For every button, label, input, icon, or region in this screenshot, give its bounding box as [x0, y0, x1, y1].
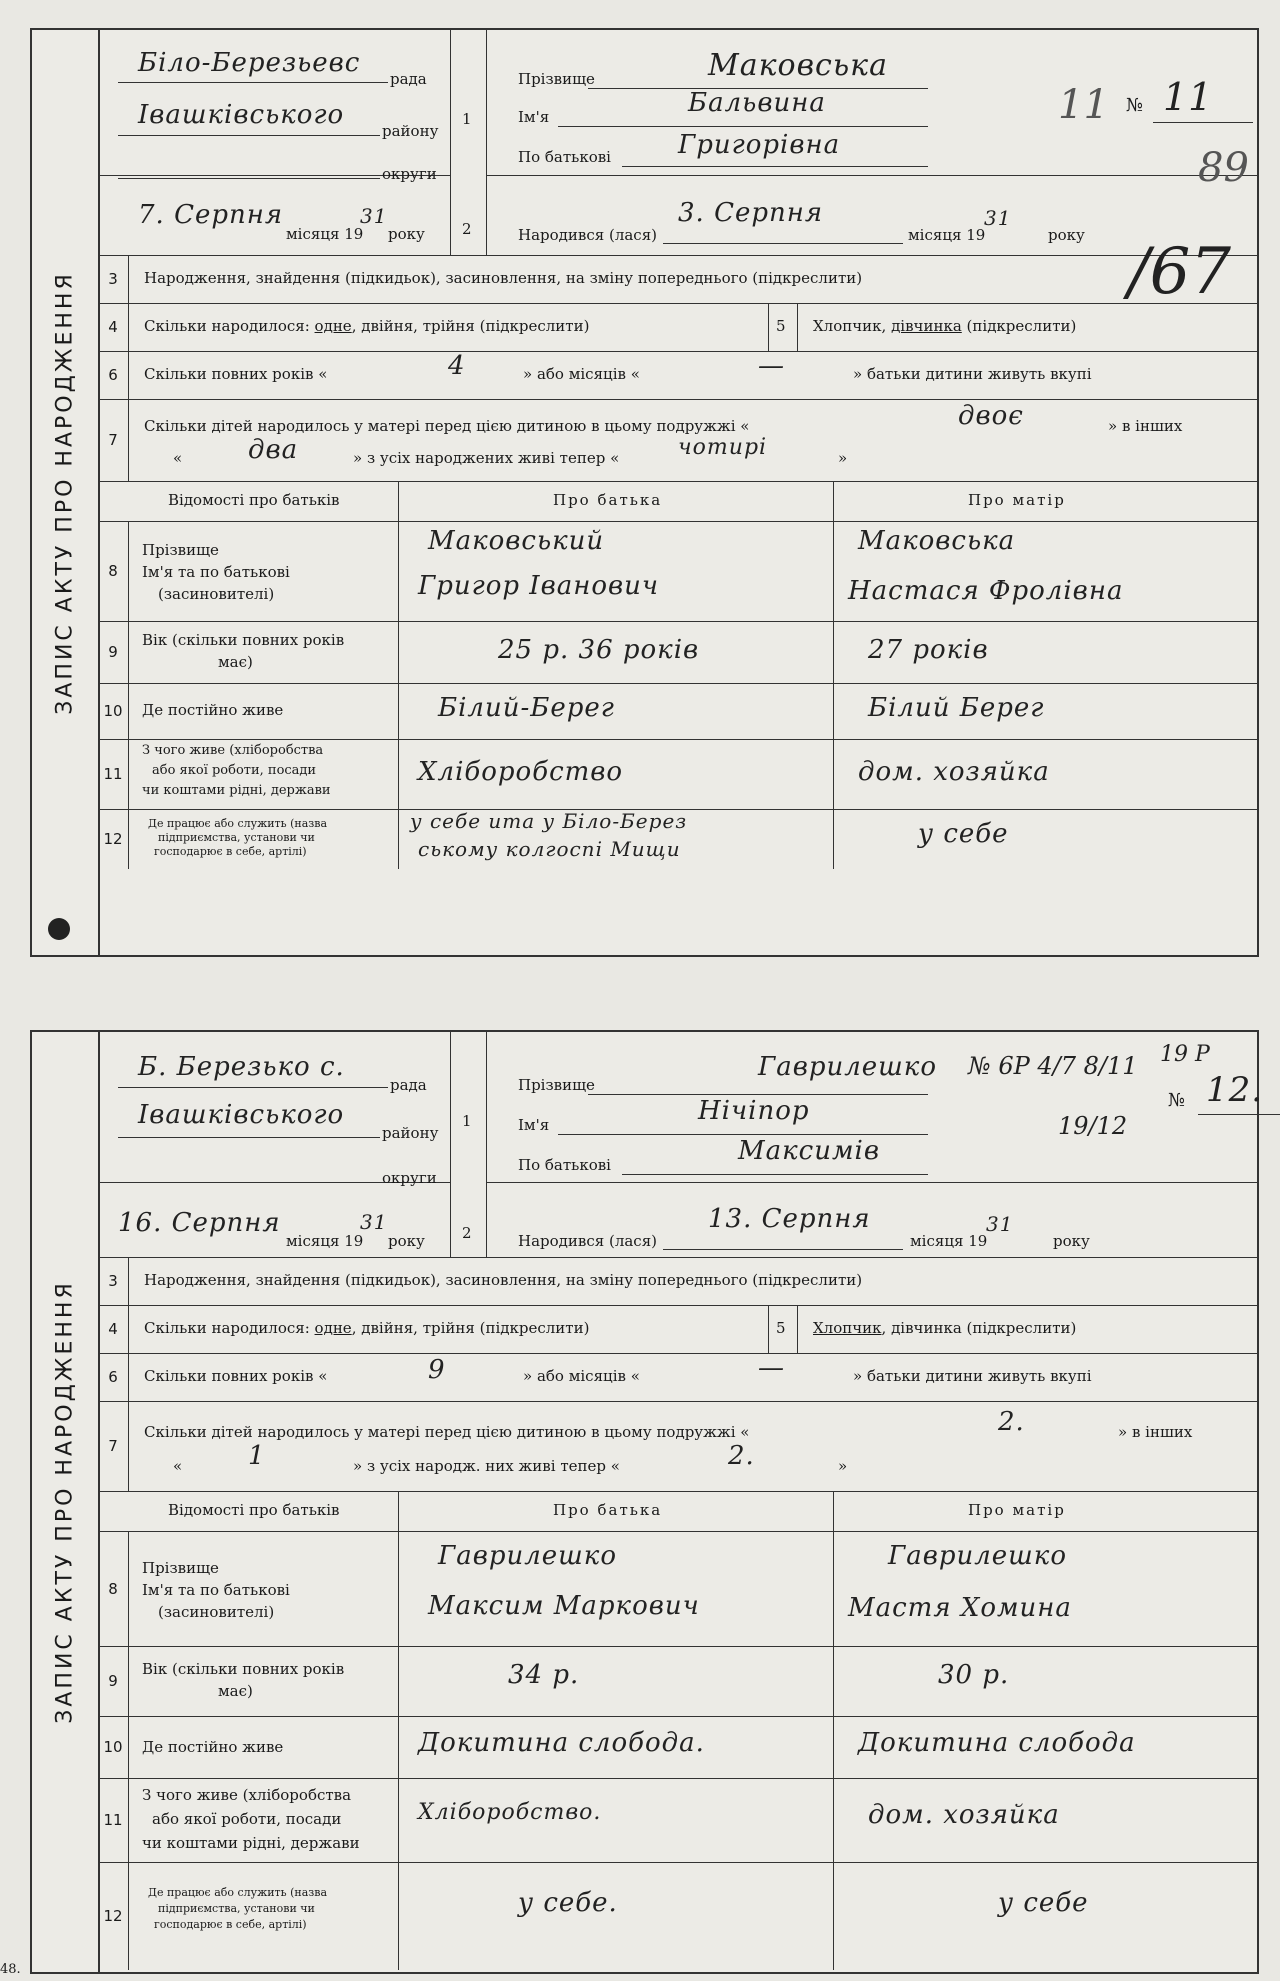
row-1-num: 1 [462, 1112, 472, 1130]
row-7-label-c: « [173, 1457, 183, 1475]
row-8-label-2: Ім'я та по батькові [142, 563, 290, 581]
row-4-num: 4 [98, 303, 129, 351]
row-8-label-2: Ім'я та по батькові [142, 1581, 290, 1599]
record-date-value: 16. Серпня [118, 1208, 281, 1238]
row-11-label-1: З чого живе (хліборобства [142, 743, 324, 758]
record-date-end: року [388, 225, 425, 243]
father-surname: Маковський [428, 526, 605, 556]
number-label: № [1126, 95, 1144, 116]
raion-label: району [382, 122, 439, 140]
row-5-num: 5 [776, 317, 786, 335]
record-date-end: року [388, 1232, 425, 1250]
record-date-label: місяця 19 [286, 1232, 364, 1250]
header-father: Про батька [553, 491, 663, 509]
row-3-num: 3 [98, 1257, 129, 1305]
row-12-label-1: Де працює або служить (назва [148, 817, 328, 830]
row-8-label-1: Прізвище [142, 1559, 219, 1577]
row-6-label-c: » батьки дитини живуть вкупі [853, 1367, 1092, 1385]
row-7-label-a: Скільки дітей народилось у матері перед цією дитиною в цьому подружжі « [144, 1423, 750, 1441]
row-6-years: 9 [428, 1355, 446, 1385]
father-age: 25 р. 36 років [498, 635, 700, 665]
margin-note-2: 89 [1198, 145, 1249, 191]
mother-age: 30 р. [938, 1660, 1010, 1690]
row-7-label-b: » в інших [1118, 1423, 1193, 1441]
row-6 [98, 351, 1257, 400]
father-occupation: Хліборобство [418, 757, 624, 787]
row-12-label-2: підприємства, установи чи [158, 1902, 315, 1915]
row-7-this-marriage: двоє [958, 401, 1024, 431]
father-work-1: у себе. [518, 1888, 618, 1918]
record-date-year: 31 [360, 204, 388, 228]
row-6-num: 6 [98, 351, 129, 399]
born-label: Народився (лася) [518, 226, 658, 244]
row-4 [98, 1305, 1257, 1354]
row-9-num: 9 [98, 1646, 129, 1716]
patronymic-label: По батькові [518, 1156, 611, 1174]
row-7-alive: чотирі [678, 435, 768, 460]
father-surname: Гаврилешко [438, 1541, 617, 1571]
row-11-label-3: чи коштами рідні, держави [142, 783, 331, 798]
born-year: 31 [984, 206, 1012, 230]
binder-hole [48, 918, 70, 940]
row-9-label-1: Вік (скільки повних років [142, 1660, 345, 1678]
row-6-label-a: Скільки повних років « [144, 1367, 328, 1385]
mother-age: 27 років [868, 635, 989, 665]
row-1-num: 1 [462, 110, 472, 128]
header-block [98, 1032, 1264, 1258]
header-info: Відомості про батьків [168, 1501, 340, 1519]
row-4-num: 4 [98, 1305, 129, 1353]
header-mother: Про матір [968, 491, 1066, 509]
raion-label: району [382, 1124, 439, 1142]
row-3-num: 3 [98, 255, 129, 303]
margin-note-3: 19 Р [1160, 1042, 1210, 1067]
row-11 [98, 739, 1257, 810]
born-month-label: місяця 19 [910, 1232, 988, 1250]
margin-note-2: 19/12 [1058, 1112, 1128, 1140]
row-9-num: 9 [98, 621, 129, 683]
child-surname: Маковська [708, 48, 888, 83]
row-8-label-3: (засиновителі) [158, 1603, 275, 1621]
name-label: Ім'я [518, 108, 550, 126]
born-month-label: місяця 19 [908, 226, 986, 244]
mother-surname: Маковська [858, 526, 1016, 556]
row-6-num: 6 [98, 1353, 129, 1401]
rada-value: Біло-Березьевс [138, 48, 361, 78]
row-9 [98, 1646, 1257, 1717]
row-12 [98, 809, 1257, 869]
margin-note-1: № 6Р 4/7 8/11 [968, 1052, 1138, 1080]
row-8 [98, 1531, 1257, 1647]
parents-header-row [98, 1491, 1257, 1532]
header-info: Відомості про батьків [168, 491, 340, 509]
row-10-label: Де постійно живе [142, 701, 284, 719]
row-7-other-marriage: 1 [248, 1441, 266, 1471]
vertical-title: ЗАПИС АКТУ ПРО НАРОДЖЕННЯ [52, 1280, 78, 1724]
record-number: 11 [1163, 75, 1214, 119]
row-6-label-b: » або місяців « [523, 1367, 640, 1385]
row-7-num: 7 [98, 399, 129, 481]
row-12-label-3: господарює в себе, артілі) [154, 1918, 307, 1931]
record-date-label: місяця 19 [286, 225, 364, 243]
row-7 [98, 1401, 1257, 1492]
margin-note-1: 11 [1058, 82, 1109, 128]
birth-record-form-2 [30, 1030, 1264, 1974]
row-7 [98, 399, 1257, 482]
name-label: Ім'я [518, 1116, 550, 1134]
child-name: Бальвина [688, 88, 826, 118]
row-12-label-3: господарює в себе, артілі) [154, 845, 307, 858]
row-2-num: 2 [462, 220, 472, 238]
mother-work: у себе [998, 1888, 1089, 1918]
row-11-label-2: або якої роботи, посади [152, 763, 317, 778]
vertical-title-box [32, 1032, 100, 1972]
okrugy-label: округи [382, 165, 437, 183]
form-body [98, 1032, 1264, 1972]
row-6-months: — [758, 1353, 785, 1383]
surname-label: Прізвище [518, 1076, 595, 1094]
row-7-label-c: « [173, 449, 183, 467]
born-year-end: року [1053, 1232, 1090, 1250]
okrugy-label: округи [382, 1169, 437, 1187]
child-patronymic: Максимів [738, 1136, 880, 1166]
row-5-text: Хлопчик, дівчинка (підкреслити) [813, 317, 1077, 335]
born-year: 31 [986, 1212, 1014, 1236]
row-7-label-b: » в інших [1108, 417, 1183, 435]
mother-residence: Докитина слобода [858, 1728, 1136, 1758]
row-3-text: Народження, знайдення (підкидьок), засиновлення, на зміну попереднього (підкреслити) [144, 269, 863, 287]
row-7-label-a: Скільки дітей народилось у матері перед цією дитиною в цьому подружжі « [144, 417, 750, 435]
mother-occupation: дом. хозяйка [858, 757, 1050, 787]
row-8 [98, 521, 1257, 622]
header-mother: Про матір [968, 1501, 1066, 1519]
child-name: Нічіпор [698, 1096, 810, 1126]
row-11-label-2: або якої роботи, посади [152, 1810, 342, 1828]
row-12-num: 12 [98, 1862, 129, 1970]
father-name: Григор Іванович [418, 571, 660, 601]
row-11-num: 11 [98, 1778, 129, 1862]
row-8-label-3: (засиновителі) [158, 585, 275, 603]
row-3-text: Народження, знайдення (підкидьок), засиновлення, на зміну попереднього (підкреслити) [144, 1271, 863, 1289]
row-9-label-1: Вік (скільки повних років [142, 631, 345, 649]
row-11-num: 11 [98, 739, 129, 809]
row-10-label: Де постійно живе [142, 1738, 284, 1756]
page-footer: 48. [0, 1962, 21, 1977]
child-surname: Гаврилешко [758, 1052, 937, 1082]
row-9 [98, 621, 1257, 684]
number-label: № [1168, 1090, 1186, 1111]
father-occupation: Хліборобство. [418, 1800, 602, 1825]
row-12-label-1: Де працює або служить (назва [148, 1886, 328, 1899]
mother-name: Настася Фролівна [848, 576, 1124, 606]
child-patronymic: Григорівна [678, 130, 841, 160]
row-5-text: Хлопчик, дівчинка (підкреслити) [813, 1319, 1077, 1337]
row-6-label-a: Скільки повних років « [144, 365, 328, 383]
row-9-label-2: має) [218, 653, 253, 671]
row-9-label-2: має) [218, 1682, 253, 1700]
margin-note-3: /67 [1128, 235, 1231, 309]
row-6 [98, 1353, 1257, 1402]
mother-occupation: дом. хозяйка [868, 1800, 1060, 1830]
record-date-value: 7. Серпня [138, 200, 284, 230]
father-work-2: ському колгоспі Мищи [418, 837, 681, 861]
rada-label: рада [390, 70, 427, 88]
vertical-title: ЗАПИС АКТУ ПРО НАРОДЖЕННЯ [52, 270, 78, 715]
row-6-label-b: » або місяців « [523, 365, 640, 383]
form-body [98, 30, 1257, 955]
row-4-text: Скільки народилося: одне, двійня, трійня (підкреслити) [144, 1319, 590, 1337]
mother-residence: Білий Берег [868, 693, 1045, 723]
mother-surname: Гаврилешко [888, 1541, 1067, 1571]
row-10 [98, 1716, 1257, 1779]
father-work-1: у себе ита у Біло-Берез [410, 809, 688, 833]
header-block [98, 30, 1257, 256]
row-12-label-2: підприємства, установи чи [158, 831, 315, 844]
row-7-label-d: » з усіх народжених живі тепер « [353, 449, 620, 467]
row-8-num: 8 [98, 1531, 129, 1646]
mother-work: у себе [918, 819, 1009, 849]
row-4 [98, 303, 1257, 352]
row-8-label-1: Прізвище [142, 541, 219, 559]
row-11-label-3: чи коштами рідні, держави [142, 1834, 360, 1852]
row-6-years: 4 [448, 351, 466, 381]
father-residence: Білий-Берег [438, 693, 615, 723]
row-11-label-1: З чого живе (хліборобства [142, 1786, 352, 1804]
row-7-label-d: » з усіх народж. них живі тепер « [353, 1457, 620, 1475]
birth-record-form-1 [30, 28, 1259, 957]
row-7-other-marriage: два [248, 435, 299, 465]
row-10-num: 10 [98, 683, 129, 739]
record-date-year: 31 [360, 1210, 388, 1234]
row-12 [98, 1862, 1257, 1970]
header-father: Про батька [553, 1501, 663, 1519]
raion-value: Івашківського [138, 100, 345, 130]
row-7-alive: 2. [728, 1441, 755, 1471]
row-10 [98, 683, 1257, 740]
mother-name: Мастя Хомина [848, 1593, 1072, 1623]
vertical-title-box [32, 30, 100, 955]
row-2-num: 2 [462, 1224, 472, 1242]
surname-label: Прізвище [518, 70, 595, 88]
father-residence: Докитина слобода. [418, 1728, 705, 1758]
row-6-months: — [758, 351, 785, 381]
row-4-text: Скільки народилося: одне, двійня, трійня (підкреслити) [144, 317, 590, 335]
row-10-num: 10 [98, 1716, 129, 1778]
raion-value: Івашківського [138, 1100, 345, 1130]
parents-header-row [98, 481, 1257, 522]
born-year-end: року [1048, 226, 1085, 244]
row-7-num: 7 [98, 1401, 129, 1491]
row-8-num: 8 [98, 521, 129, 621]
born-value: 3. Серпня [678, 198, 824, 228]
row-12-num: 12 [98, 809, 129, 869]
born-value: 13. Серпня [708, 1204, 871, 1234]
row-7-this-marriage: 2. [998, 1407, 1025, 1437]
rada-label: рада [390, 1076, 427, 1094]
row-7-label-e: » [838, 449, 848, 467]
patronymic-label: По батькові [518, 148, 611, 166]
father-age: 34 р. [508, 1660, 580, 1690]
row-5-num: 5 [776, 1319, 786, 1337]
record-number: 12. [1206, 1070, 1264, 1110]
rada-value: Б. Березько с. [138, 1052, 345, 1082]
father-name: Максим Маркович [428, 1591, 700, 1621]
born-label: Народився (лася) [518, 1232, 658, 1250]
row-11 [98, 1778, 1257, 1863]
row-6-label-c: » батьки дитини живуть вкупі [853, 365, 1092, 383]
row-3 [98, 1257, 1257, 1306]
row-7-label-e: » [838, 1457, 848, 1475]
